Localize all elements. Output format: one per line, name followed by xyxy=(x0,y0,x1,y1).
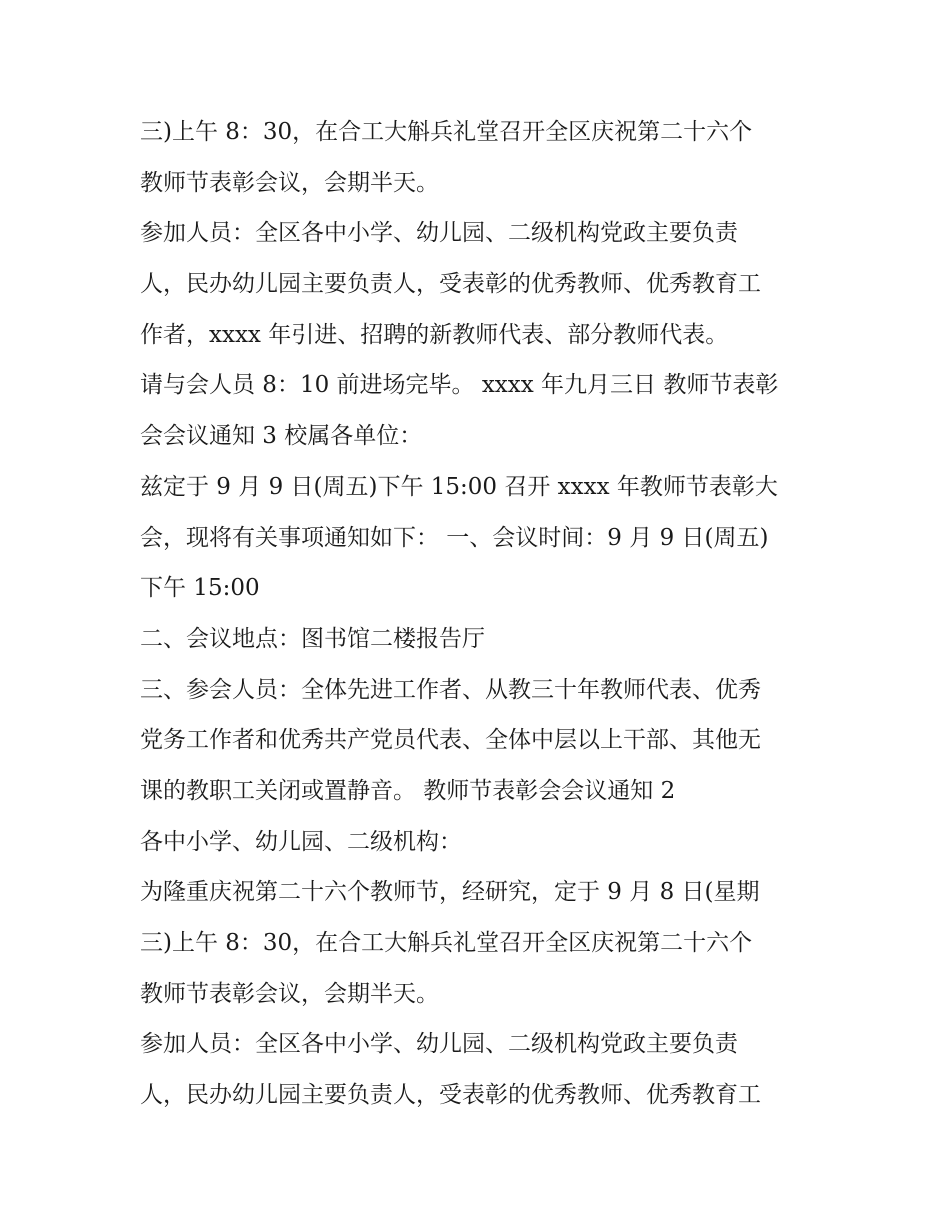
text-line: 党务工作者和优秀共产党员代表、全体中层以上干部、其他无 xyxy=(140,727,761,754)
text-line: 三)上午 8：30，在合工大斛兵礼堂召开全区庆祝第二十六个 xyxy=(140,119,753,145)
text-line: 作者，xxxx 年引进、招聘的新教师代表、部分教师代表。 xyxy=(140,321,729,348)
text-line: 三)上午 8：30，在合工大斛兵礼堂召开全区庆祝第二十六个 xyxy=(140,930,753,956)
text-line: 课的教职工关闭或置静音。 教师节表彰会会议通知 2 xyxy=(140,777,676,804)
text-line: 三、参会人员：全体先进工作者、从教三十年教师代表、优秀 xyxy=(140,676,761,703)
text-line: 人，民办幼儿园主要负责人，受表彰的优秀教师、优秀教育工 xyxy=(140,1082,761,1109)
document-body xyxy=(140,107,830,1121)
text-line: 各中小学、幼儿园、二级机构： xyxy=(140,828,462,855)
text-line: 教师节表彰会议，会期半天。 xyxy=(140,169,439,196)
text-line: 教师节表彰会议，会期半天。 xyxy=(140,980,439,1007)
text-line: 人，民办幼儿园主要负责人，受表彰的优秀教师、优秀教育工 xyxy=(140,271,761,298)
text-line: 请与会人员 8：10 前进场完毕。 xxxx 年九月三日 教师节表彰 xyxy=(140,372,779,399)
text-line: 会，现将有关事项通知如下： 一、会议时间：9 月 9 日(周五) xyxy=(140,524,769,551)
text-line: 参加人员：全区各中小学、幼儿园、二级机构党政主要负责 xyxy=(140,1031,738,1058)
text-line: 兹定于 9 月 9 日(周五)下午 15:00 召开 xxxx 年教师节表彰大 xyxy=(140,473,778,500)
text-line: 下午 15:00 xyxy=(140,575,260,602)
text-line: 为隆重庆祝第二十六个教师节，经研究，定于 9 月 8 日(星期 xyxy=(140,879,760,906)
text-line: 参加人员：全区各中小学、幼儿园、二级机构党政主要负责 xyxy=(140,220,738,247)
text-line: 二、会议地点：图书馆二楼报告厅 xyxy=(140,625,485,652)
text-line: 会会议通知 3 校属各单位： xyxy=(140,423,423,450)
